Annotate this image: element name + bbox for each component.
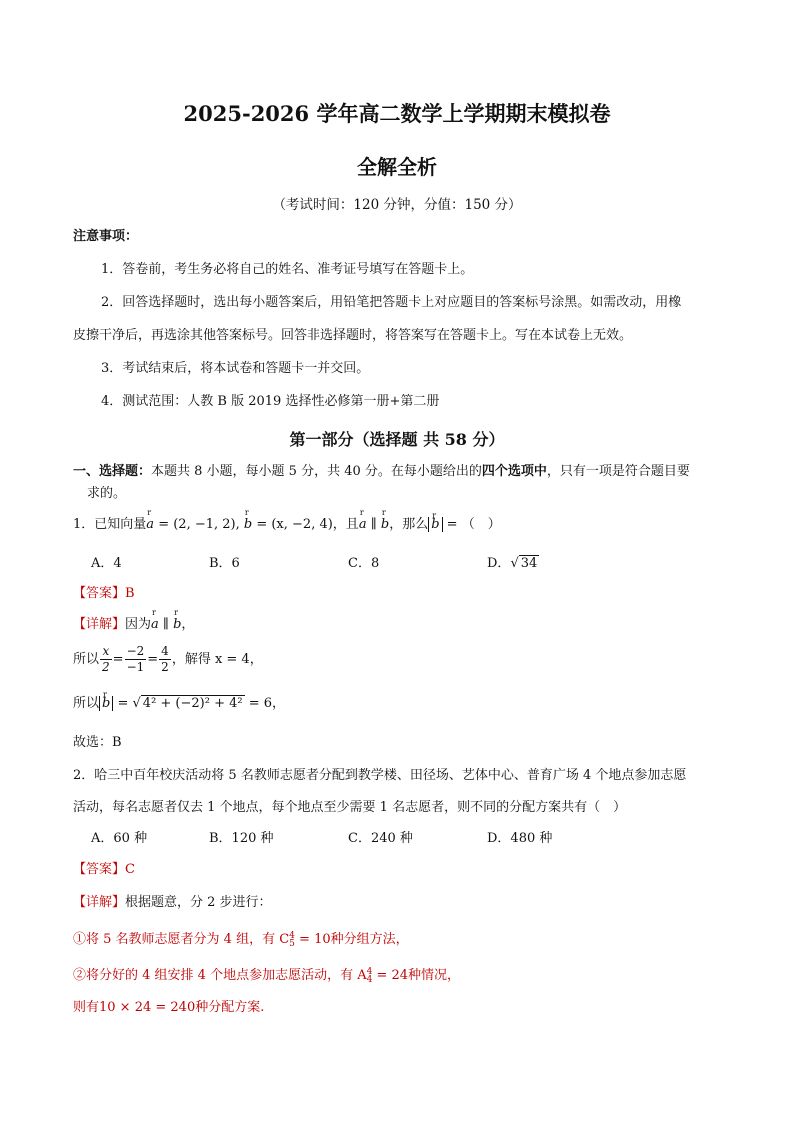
- q1-option-a: A．4: [91, 556, 122, 571]
- q2-option-a: A．60 种: [91, 831, 148, 846]
- q2-detail-1: 【详解】根据题意，分 2 步进行：: [73, 895, 272, 910]
- q1-detail-1: 【详解】因为r a ∥ r b，: [73, 613, 194, 632]
- part1-title: 第一部分（选择题 共 58 分）: [289, 430, 505, 449]
- q2-stem-2: 活动，每名志愿者仅去 1 个地点，每个地点至少需要 1 名志愿者，则不同的分配方案共有（ ）: [73, 800, 627, 815]
- q1-option-b: B．6: [209, 556, 240, 571]
- exam-info: （考试时间：120 分钟，分值：150 分）: [272, 197, 522, 213]
- q2-option-d: D．480 种: [487, 831, 553, 846]
- note-item-1: 1．答卷前，考生务必将自己的姓名、准考证号填写在答题卡上。: [101, 262, 474, 277]
- q1-conclusion: 故选：B: [73, 735, 122, 750]
- q1-detail-3: 所以r b = √ 4² + (−2)² + 4² = 6，: [73, 692, 285, 711]
- q2-step-2: ②将分好的 4 组安排 4 个地点参加志愿活动，有 A 4 4 = 24种情况，: [73, 966, 461, 985]
- q1-stem: 1．已知向量r a = (2, −1, 2), r b = (x, −2, 4)，且r a ∥ r b，那么r b = （ ）: [73, 513, 501, 532]
- q2-option-b: B．120 种: [209, 831, 274, 846]
- q2-answer: 【答案】C: [73, 862, 135, 877]
- part1-instructions: 一、选择题：本题共 8 小题，每小题 5 分，共 40 分。在每小题给出的四个选项中，只有一项是符合题目要: [73, 464, 690, 479]
- q1-option-c: C．8: [348, 556, 380, 571]
- note-item-2: 2．回答选择题时，选出每小题答案后，用铅笔把答题卡上对应题目的答案标号涂黑。如需改动，用橡: [101, 295, 682, 310]
- notes-heading: 注意事项：: [73, 229, 139, 244]
- q1-option-d: D．√ 34: [487, 556, 538, 571]
- q2-option-c: C．240 种: [348, 831, 413, 846]
- note-item-2-cont: 皮擦干净后，再选涂其他答案标号。回答非选择题时，将答案写在答题卡上。写在本试卷上无效。: [73, 328, 633, 343]
- note-item-3: 3．考试结束后，将本试卷和答题卡一并交回。: [101, 361, 370, 376]
- page-subtitle: 全解全析: [357, 155, 437, 179]
- q2-final: 则有10 × 24 = 240种分配方案.: [73, 1000, 265, 1015]
- page-title: 2025-2026 学年高二数学上学期期末模拟卷: [183, 101, 611, 126]
- note-item-4: 4．测试范围：人教 B 版 2019 选择性必修第一册+第二册: [101, 394, 440, 409]
- q2-step-1: ①将 5 名教师志愿者分为 4 组，有 C 4 5 = 10种分组方法，: [73, 930, 409, 949]
- q1-detail-2: 所以 $\frac{x}{2}$ = $\frac{-2}{-1}$ = $\frac{4}{2}$ ，解得 x = 4，: [73, 644, 263, 674]
- q2-stem-1: 2．哈三中百年校庆活动将 5 名教师志愿者分配到教学楼、田径场、艺体中心、普育广场 4 个地点参加志愿: [73, 768, 687, 783]
- q1-answer: 【答案】B: [73, 586, 135, 601]
- part1-instructions-cont: 求的。: [87, 486, 127, 501]
